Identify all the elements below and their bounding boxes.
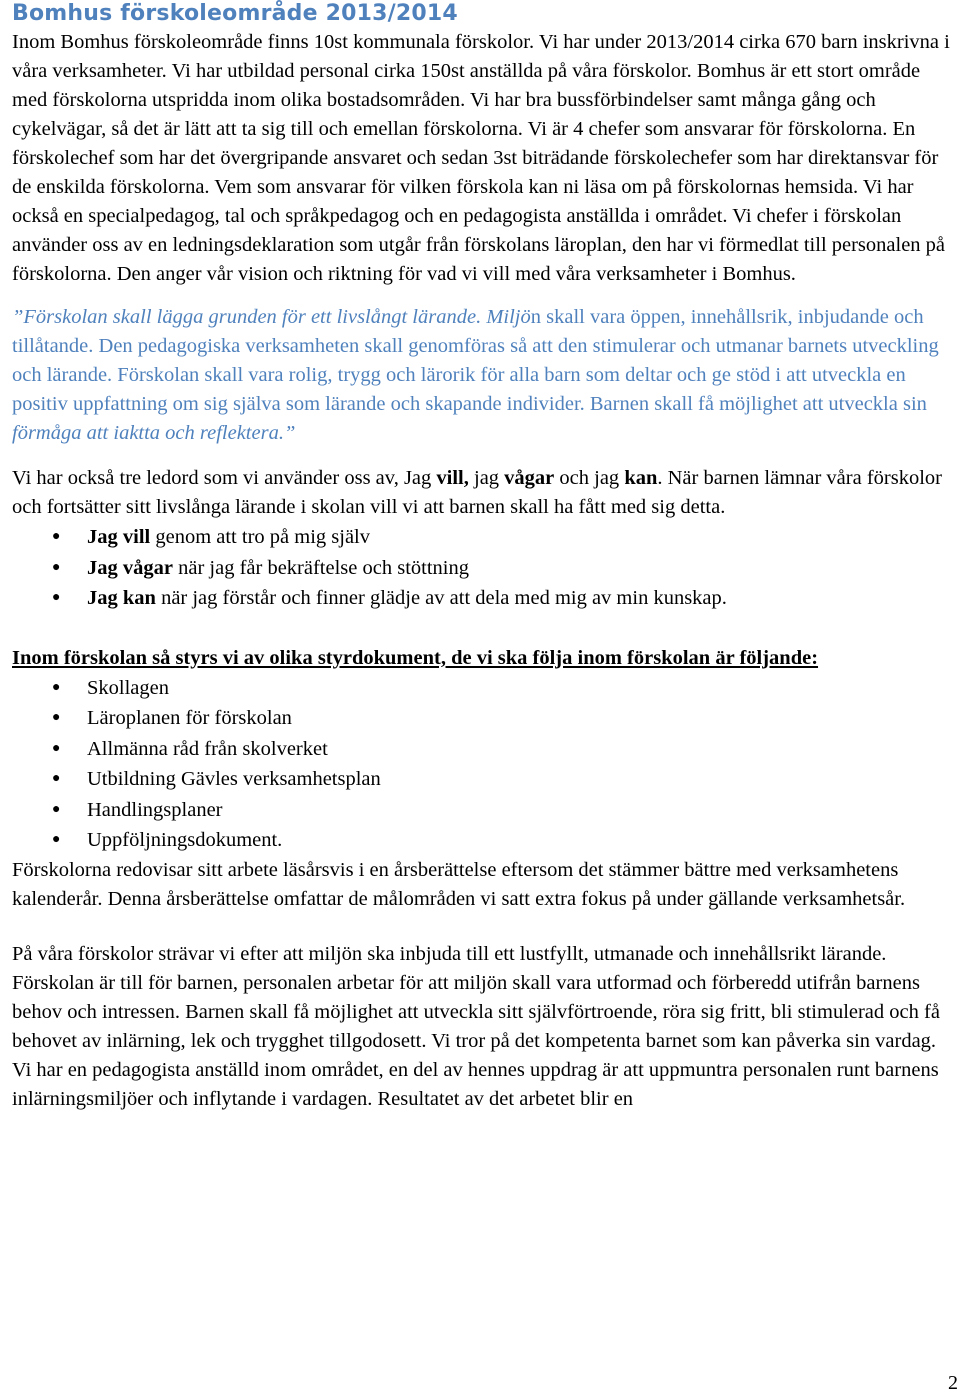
list-item-text: när jag får bekräftelse och stöttning <box>172 556 469 579</box>
styrdokument-list <box>12 673 952 856</box>
quote-part-italic: ”Förskolan skall lägga grunden för ett livslångt lärande. Miljö <box>12 306 531 328</box>
quote-part-italic-end: förmåga att iaktta och reflektera.” <box>12 422 296 444</box>
ledord-text: Vi har också tre ledord som vi använder oss av, Jag <box>12 467 437 489</box>
page-number: 2 <box>948 1372 958 1394</box>
intro-paragraph: Inom Bomhus förskoleområde finns 10st kommunala förskolor. Vi har under 2013/2014 cirka 670 barn inskrivna i våra verksamheter. Vi har utbildad personal cirka 150st anställda på våra förskolor. Bomhus är ett stort område med förskolorna utspridda inom olika bostadsområden. Vi har bra bussförbindelser samt många gång och cykelvägar, så det är lätt att ta sig till och emellan förskolorna. Vi är 4 chefer som ansvarar för förskolorna. En förskolechef som har det övergripande ansvaret och sedan 3st biträdande förskolechefer som har direktansvar för de enskilda förskolorna. Vem som ansvarar för vilken förskola kan ni läsa om på förskolornas hemsida. Vi har också en specialpedagog, tal och språkpedagog och en pedagogista anställda i området. Vi chefer i förskolan använder oss av en ledningsdeklaration som utgår från förskolans läroplan, den har vi förmedlat till personalen på förskolorna. Den anger vår vision och riktning för vad vi vill med våra verksamheter i Bomhus. <box>12 31 950 285</box>
list-item-text: genom att tro på mig själv <box>150 526 370 548</box>
miljo-paragraph: På våra förskolor strävar vi efter att miljön ska inbjuda till ett lustfyllt, utmanade och innehållsrikt lärande. Förskolan är till för barnen, personalen arbetar för att miljön skall vara utformad och förberedd utifrån barnens behov och intressen. Barnen skall få möjlighet att utveckla sitt självförtroende, röra sig fritt, bli stimulerad och få behovet av inlärning, lek och trygghet tillgodosett. Vi tror på det kompetenta barnet som kan påverka sin vardag. Vi har en pedagogista anställd inom området, en del av hennes uppdrag är att uppmuntra personalen runt barnens inlärningsmiljöer och inflytande i vardagen. Resultatet av det arbetet blir en <box>12 942 940 1110</box>
spacer <box>12 914 952 940</box>
list-item: ● Handlingsplaner <box>12 795 952 826</box>
quote-part-regular: n skall vara öppen, innehållsrik, inbjudande och tillåtande. Den pedagogiska verksamheten skall genomföras så att den stimulerar och utmanar barnets utveckling och lärande. Förskolan skall vara rolig, trygg och lärorik för alla barn som deltar och ge stöd i att utveckla en positiv uppfattning om sig själva som lärande och skapande individer. Barnen skall få möjlighet att utveckla sin <box>12 306 939 415</box>
ledord-paragraph <box>12 464 952 522</box>
list-item-bold: Jag vågar <box>87 556 173 579</box>
ledord-list <box>12 522 952 614</box>
list-item <box>12 583 952 614</box>
ledord-text: . När barnen lämnar våra förskolor och fortsätter sitt livslånga lärande i skolan vill vi att barnen skall ha fått med sig detta. <box>12 467 942 518</box>
list-item-text: när jag förstår och finner glädje av att dela med mig av min kunskap. <box>155 587 727 609</box>
ledord-word-kan: kan <box>624 467 658 489</box>
document-page <box>12 0 952 1114</box>
list-item: ● Läroplanen för förskolan <box>12 703 952 734</box>
list-item-bold: Jag vill <box>87 526 151 548</box>
list-item: ● Uppföljningsdokument. <box>12 825 952 856</box>
styrdokument-heading: Inom förskolan så styrs vi av olika styrdokument, de vi ska följa inom förskolan är följande: <box>12 646 819 669</box>
list-item: ● Utbildning Gävles verksamhetsplan <box>12 764 952 795</box>
ledord-word-vagar: vågar <box>504 467 555 489</box>
quote-paragraph <box>12 303 952 448</box>
ledord-text: och jag <box>554 467 625 489</box>
list-item: ● Allmänna råd från skolverket <box>12 734 952 765</box>
page-title: Bomhus förskoleområde 2013/2014 <box>12 1 458 26</box>
list-item <box>12 522 952 553</box>
list-item-bold: Jag kan <box>87 587 156 609</box>
list-item <box>12 553 952 584</box>
arsberattelse-paragraph: Förskolorna redovisar sitt arbete läsårsvis i en årsberättelse eftersom det stämmer bättre med verksamhetens kalenderår. Denna årsberättelse omfattar de målområden vi satt extra fokus på under gällande verksamhetsår. <box>12 858 906 910</box>
ledord-word-vill: vill, <box>436 467 469 489</box>
ledord-text: jag <box>468 467 505 489</box>
list-item: ● Skollagen <box>12 673 952 704</box>
